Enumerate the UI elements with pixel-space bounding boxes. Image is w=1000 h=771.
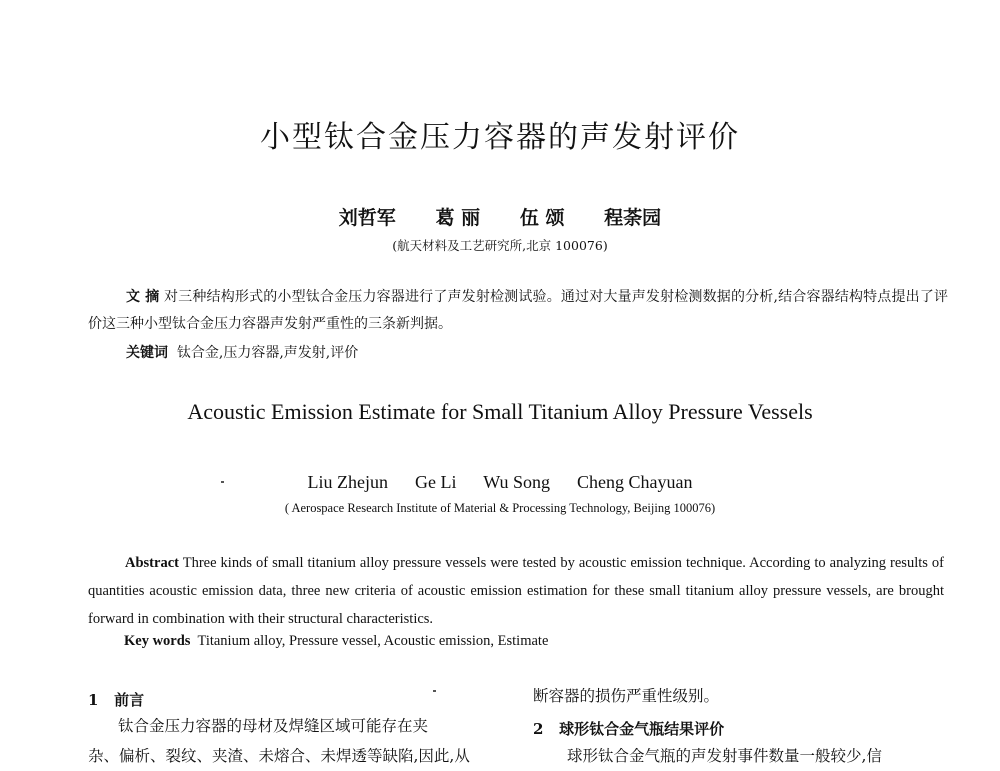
affiliation-en: ( Aerospace Research Institute of Material & Processing Technology, Beijing 100076) (284, 501, 716, 515)
abstract-en-text: Three kinds of small titanium alloy pressure vessels were tested by acoustic emission technique. According to analyzing results of quantities acoustic emission data, three new criteria of acoustic emission estimation for these small titanium alloy pressure vessels, are brought forward in combination with their structural characteristics. (88, 555, 944, 627)
keywords-cn (126, 342, 358, 362)
author-cn: 程荼园 (604, 207, 662, 229)
keywords-en (124, 633, 548, 650)
author-cn: 葛 丽 (435, 207, 481, 229)
paper-title-en: Acoustic Emission Estimate for Small Titanium Alloy Pressure Vessels (187, 399, 813, 424)
section-heading-2 (533, 718, 724, 739)
author-en: Wu Song (483, 472, 550, 492)
author-en: Cheng Chayuan (576, 472, 693, 492)
keywords-en-text: Titanium alloy, Pressure vessel, Acoustic emission, Estimate (197, 633, 549, 649)
body-line: 钛合金压力容器的母材及焊缝区域可能存在夹 (118, 717, 429, 735)
abstract-en (88, 549, 944, 633)
author-list-cn (0, 203, 1000, 230)
section-number: 1 (88, 691, 99, 709)
abstract-cn-label: 文 摘 (126, 289, 160, 305)
author-en: Liu Zhejun (307, 472, 389, 492)
body-line: 杂、偏析、裂纹、夹渣、未熔合、未焊透等缺陷,因此,从 (88, 747, 470, 765)
abstract-cn (88, 284, 948, 338)
section-heading-1 (88, 689, 144, 710)
body-line: 断容器的损伤严重性级别。 (533, 687, 720, 705)
section-title: 前言 (114, 691, 145, 709)
scan-speck (433, 690, 436, 692)
keywords-en-label: Key words (124, 633, 191, 649)
author-cn: 刘哲军 (338, 207, 396, 229)
abstract-cn-text: 对三种结构形式的小型钛合金压力容器进行了声发射检测试验。通过对大量声发射检测数据的分析,结合容器结构特点提出了评价这三种小型钛合金压力容器声发射严重性的三条新判据。 (88, 289, 949, 332)
affiliation-cn: (航天材料及工艺研究所,北京 100076) (392, 238, 608, 253)
body-line: 球形钛合金气瓶的声发射事件数量一般较少,信 (567, 747, 882, 765)
keywords-cn-text: 钛合金,压力容器,声发射,评价 (176, 345, 359, 361)
author-en: Ge Li (415, 472, 457, 492)
section-title: 球形钛合金气瓶结果评价 (559, 720, 725, 738)
keywords-cn-label: 关键词 (126, 345, 168, 361)
section-number: 2 (533, 720, 544, 738)
paper-title-cn: 小型钛合金压力容器的声发射评价 (260, 120, 740, 155)
abstract-en-label: Abstract (125, 555, 179, 571)
author-list-en (0, 472, 1000, 493)
author-cn: 伍 颂 (519, 207, 565, 229)
